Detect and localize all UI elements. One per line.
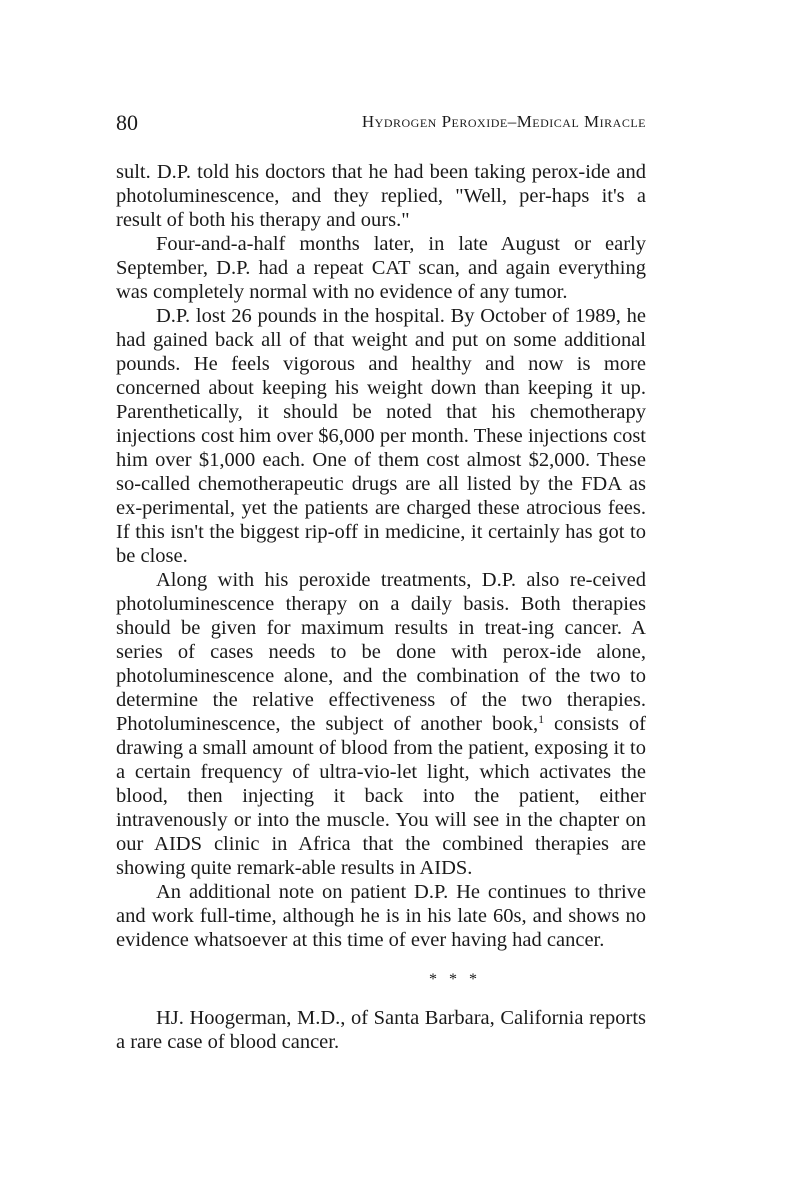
page-number: 80 xyxy=(116,110,138,135)
body-text xyxy=(116,160,646,1054)
paragraph-3: D.P. lost 26 pounds in the hospital. By October of 1989, he had gained back all of that weight and put on some additional pounds. He feels vigorous and healthy and now is more concerned about keeping his weight down than keeping it up. Parenthetically, it should be noted that his chemotherapy injections cost him over $6,000 per month. These injections cost him over $1,000 each. One of them cost almost $2,000. These so-called chemotherapeutic drugs are all listed by the FDA as ex-perimental, yet the patients are charged these atrocious fees. If this isn't the biggest rip-off in medicine, it certainly has got to be close. xyxy=(116,305,646,567)
page-header xyxy=(116,110,646,140)
paragraph-4-start: Along with his peroxide treatments, D.P. also re-ceived photoluminescence therapy on a daily basis. Both therapies should be given for maximum results in treat-ing cancer. A series of cases needs to be done with perox-ide alone, photoluminescence alone, and the combination of the two to determine the relative effectiveness of the two therapies. Photoluminescence, the subject of another book, xyxy=(116,569,646,735)
paragraph-4 xyxy=(116,568,646,880)
paragraph-1: sult. D.P. told his doctors that he had been taking perox-ide and photoluminescence, and they replied, "Well, per-haps it's a result of both his therapy and ours." xyxy=(116,161,646,231)
footnote-marker: 1 xyxy=(538,712,545,726)
paragraph-5: An additional note on patient D.P. He continues to thrive and work full-time, although he is in his late 60s, and shows no evidence whatsoever at this time of ever having had cancer. xyxy=(116,881,646,951)
paragraph-2: Four-and-a-half months later, in late August or early September, D.P. had a repeat CAT scan, and again everything was completely normal with no evidence of any tumor. xyxy=(116,233,646,303)
paragraph-4-end: consists of drawing a small amount of blood from the patient, exposing it to a certain frequency of ultra-vio-let light, which activates the blood, then injecting it back into the patient, either intravenously or into the muscle. You will see in the chapter on our AIDS clinic in Africa that the combined therapies are showing quite remark-able results in AIDS. xyxy=(116,713,646,879)
paragraph-6: HJ. Hoogerman, M.D., of Santa Barbara, California reports a rare case of blood cancer. xyxy=(116,1007,646,1053)
section-separator: * * * xyxy=(429,971,481,988)
running-head: Hydrogen Peroxide–Medical Miracle xyxy=(361,112,646,131)
